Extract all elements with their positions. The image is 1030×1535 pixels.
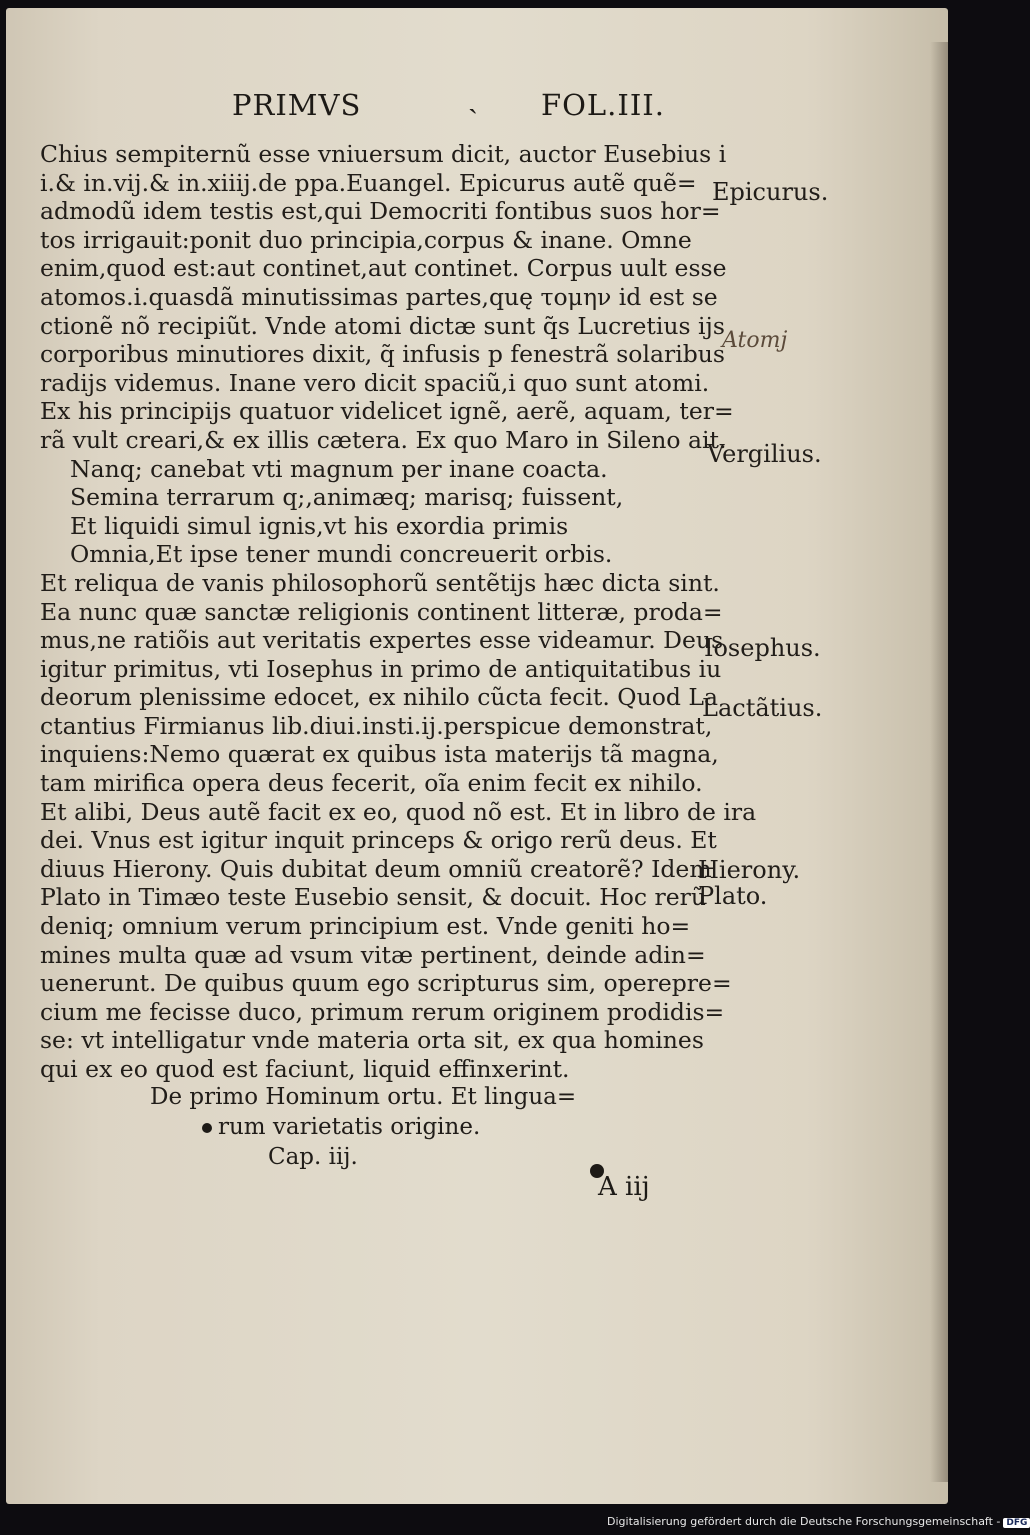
text-line: admodũ idem testis est,qui Democriti fontibus suos hor= [40, 197, 721, 226]
footer-text: Digitalisierung gefördert durch die Deutsche Forschungsgemeinschaft - [607, 1515, 1001, 1528]
text-line: ctionẽ nõ recipiũt. Vnde atomi dictæ sunt q̃s Lucretius ijs [40, 311, 725, 340]
margin-note-plato: Plato. [698, 882, 768, 910]
text-line: ctantius Firmianus lib.diui.insti.ij.perspicue demonstrat, [40, 711, 713, 740]
text-line: mines multa quæ ad vsum vitæ pertinent, deinde adin= [40, 940, 706, 969]
margin-note-vergilius: Vergilius. [707, 440, 822, 468]
text-line: uenerunt. De quibus quum ego scripturus sim, operepre= [40, 969, 732, 998]
text-line: se: vt intelligatur vnde materia orta sit, ex qua homines [40, 1026, 704, 1055]
margin-note-hierony: Hierony. [698, 856, 801, 884]
text-line: enim,quod est:aut continet,aut continet. Corpus uult esse [40, 254, 727, 283]
dfg-logo: DFG [1003, 1518, 1030, 1528]
text-line: deorum plenissime edocet, ex nihilo cũcta fecit. Quod La [40, 683, 718, 712]
text-line: Plato in Timæo teste Eusebio sensit, & docuit. Hoc rerũ [40, 883, 706, 912]
text-line: atomos.i.quasdã minutissimas partes,quę τομην id est se [40, 282, 718, 311]
verse-line: Et liquidi simul ignis,vt his exordia primis [70, 511, 569, 540]
page-edge-shadow [930, 42, 948, 1482]
chapter-heading [150, 1082, 576, 1172]
margin-note-iosephus: Iosephus. [704, 634, 821, 662]
text-line: radijs videmus. Inane vero dicit spaciũ,i quo sunt atomi. [40, 368, 710, 397]
text-line: tam mirifica opera deus fecerit, oĩa enim fecit ex nihilo. [40, 769, 703, 798]
verse-line: Nanq; canebat vti magnum per inane coacta. [70, 454, 608, 483]
text-line: Et alibi, Deus autẽ facit ex eo, quod nõ est. Et in libro de ira [40, 797, 757, 826]
signature-mark: A iij [598, 1172, 650, 1202]
text-line: dei. Vnus est igitur inquit princeps & origo rerũ deus. Et [40, 826, 717, 855]
margin-note-epicurus: Epicurus. [712, 178, 829, 206]
folio-number: FOL.III. [541, 88, 665, 122]
text-line: Ex his principijs quatuor videlicet ignẽ, aerẽ, aquam, ter= [40, 397, 734, 426]
bullet-dot [202, 1123, 212, 1133]
handwritten-note-atomi: Atomj [722, 328, 788, 353]
text-line: deniq; omnium verum principium est. Vnde geniti ho= [40, 912, 691, 941]
text-line: inquiens:Nemo quærat ex quibus ista materijs tã magna, [40, 740, 719, 769]
verse-line: Semina terrarum q;,animæq; marisq; fuissent, [70, 483, 624, 512]
text-line: corporibus minutiores dixit, q̃ infusis p fenestrã solaribus [40, 340, 725, 369]
margin-note-lactantius: Lactãtius. [702, 694, 823, 722]
digitization-footer [607, 1515, 1030, 1528]
text-line: diuus Hierony. Quis dubitat deum omniũ creatorẽ? Idem [40, 854, 712, 883]
text-line: Ea nunc quæ sanctæ religionis continent litteræ, proda= [40, 597, 723, 626]
text-line: rã vult creari,& ex illis cætera. Ex quo Maro in Sileno ait. [40, 425, 727, 454]
text-line: i.& in.vij.& in.xiiij.de ppa.Euangel. Epicurus autẽ quẽ= [40, 168, 697, 197]
running-head-mark: ˎ [468, 80, 478, 115]
text-line: Chius sempiternũ esse vniuersum dicit, auctor Eusebius i [40, 140, 727, 168]
text-line: mus,ne ratiõis aut veritatis expertes esse videamur. Deus [40, 626, 724, 655]
chapter-number: Cap. iij. [268, 1144, 358, 1170]
chapter-title-line-2-wrap [150, 1112, 576, 1142]
verse-line: Omnia,Et ipse tener mundi concreuerit orbis. [70, 540, 613, 569]
text-line: cium me fecisse duco, primum rerum originem prodidis= [40, 997, 725, 1026]
chapter-title-line-2: rum varietatis origine. [218, 1114, 481, 1140]
running-head-left: PRIMVS [232, 88, 362, 122]
text-line: qui ex eo quod est faciunt, liquid effinxerint. [40, 1055, 570, 1083]
text-line: igitur primitus, vti Iosephus in primo de antiquitatibus iu [40, 654, 722, 683]
text-line: tos irrigauit:ponit duo principia,corpus & inane. Omne [40, 225, 692, 254]
text-line: Et reliqua de vanis philosophorũ sentẽtijs hæc dicta sint. [40, 568, 720, 597]
chapter-title-line-1: De primo Hominum ortu. Et lingua= [150, 1084, 577, 1110]
